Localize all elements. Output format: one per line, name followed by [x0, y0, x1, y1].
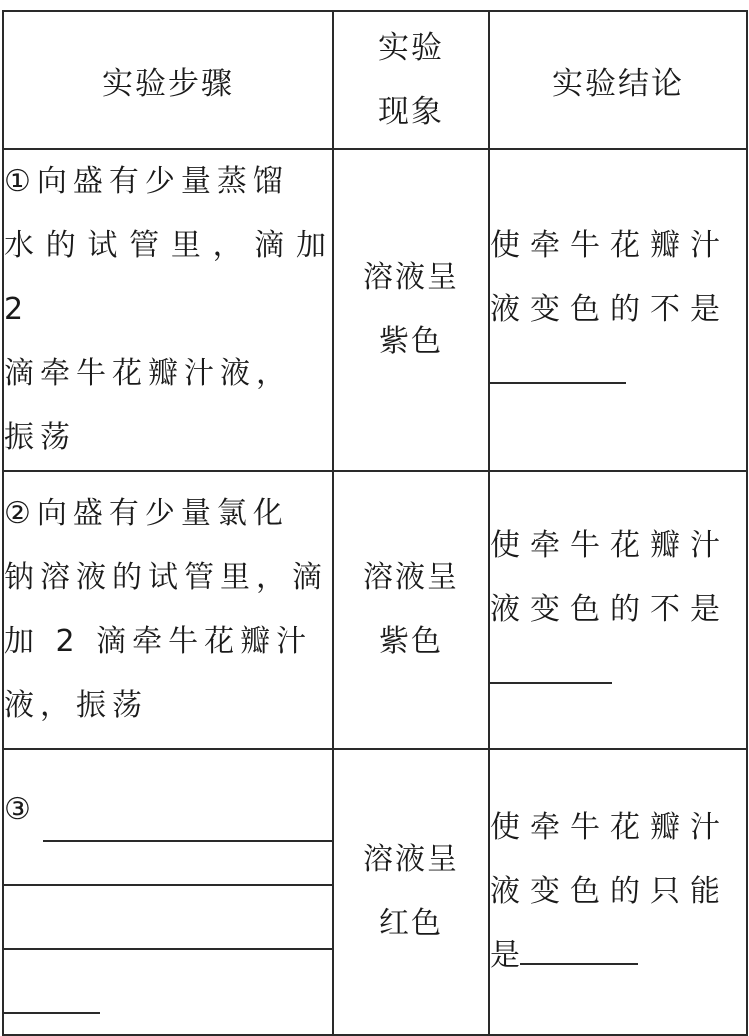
conclusion-line: 使牵牛花瓣汁 [490, 810, 730, 845]
step-cell [3, 749, 333, 1035]
header-conclusion: 实验结论 [489, 11, 747, 149]
step-cell [3, 149, 333, 471]
step-line: 液，振荡 [4, 688, 148, 723]
step-line: 水的试管里，滴加 2 [4, 228, 332, 327]
conclusion-line: 是 [490, 938, 520, 973]
conclusion-line: 液变色的只能 [490, 874, 730, 909]
step-line: 钠溶液的试管里，滴 [4, 560, 328, 595]
conclusion-line: 液变色的不是 [490, 591, 730, 627]
conclusion-cell [489, 749, 747, 1035]
phenomenon-line: 紫色 [379, 624, 443, 659]
conclusion-line: 使牵牛花瓣汁 [490, 227, 730, 263]
table-row [3, 471, 747, 749]
answer-blank[interactable] [4, 842, 332, 886]
step-cell [3, 471, 333, 749]
conclusion-line: 液变色的不是 [490, 291, 730, 327]
header-row [3, 11, 747, 149]
phenomenon-line: 紫色 [379, 324, 443, 359]
table-row [3, 149, 747, 471]
conclusion-cell [489, 471, 747, 749]
header-phenomenon [333, 11, 489, 149]
phenomenon-line: 红色 [379, 906, 443, 941]
experiment-table [2, 10, 748, 1036]
answer-blank[interactable] [520, 937, 638, 965]
answer-blank[interactable] [490, 642, 612, 684]
step-line: ①向盛有少量蒸馏 [4, 164, 289, 199]
step-number: ③ [4, 792, 37, 827]
step-line: 滴牵牛花瓣汁液， [4, 356, 292, 391]
header-phenomenon-line-1: 实验 [378, 30, 444, 66]
conclusion-cell [489, 149, 747, 471]
phenomenon-line: 溶液呈 [363, 260, 459, 295]
answer-blank[interactable] [43, 810, 332, 842]
step-first-line [4, 778, 332, 842]
phenomenon-cell [333, 471, 489, 749]
step-line: 振荡 [4, 420, 76, 455]
phenomenon-line: 溶液呈 [363, 560, 459, 595]
step-line: ②向盛有少量氯化 [4, 496, 289, 531]
phenomenon-cell [333, 749, 489, 1035]
answer-blank[interactable] [4, 906, 332, 950]
answer-blank[interactable] [490, 342, 626, 384]
header-steps: 实验步骤 [3, 11, 333, 149]
answer-blank[interactable] [4, 970, 100, 1014]
phenomenon-cell [333, 149, 489, 471]
table-row [3, 749, 747, 1035]
step-line: 加 2 滴牵牛花瓣汁 [4, 624, 313, 659]
header-phenomenon-line-2: 现象 [378, 94, 444, 130]
conclusion-line: 使牵牛花瓣汁 [490, 527, 730, 563]
phenomenon-line: 溶液呈 [363, 842, 459, 877]
